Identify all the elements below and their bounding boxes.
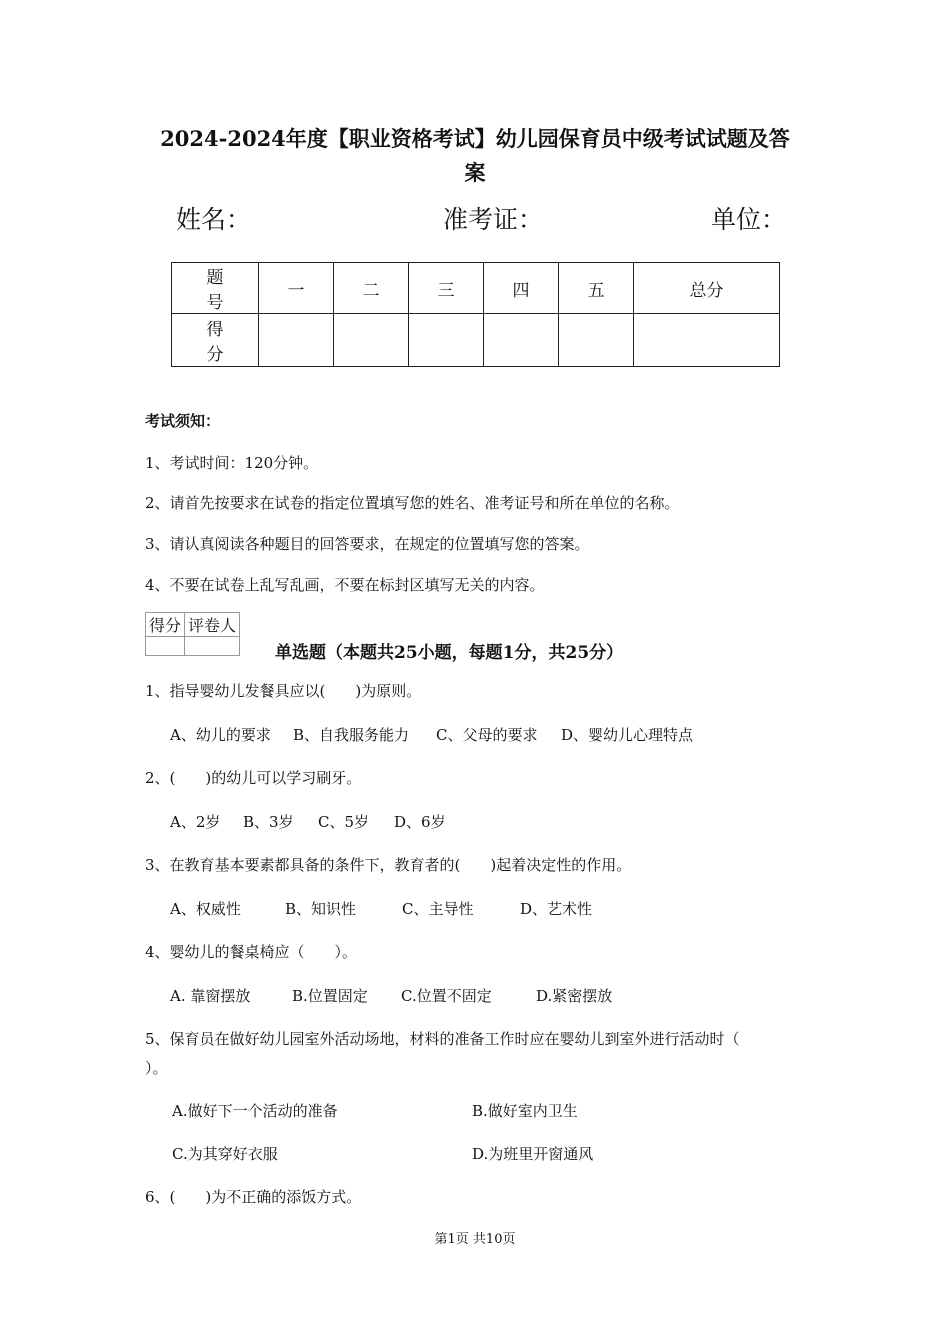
name-field-label: 姓名： xyxy=(176,205,252,234)
q5-option-c: C.为其穿好衣服 xyxy=(172,1145,278,1163)
q1-option-c: C、父母的要求 xyxy=(436,726,538,744)
section-5-header: 五 xyxy=(559,263,634,314)
section-1-score-cell xyxy=(259,314,334,367)
section-title: 单选题（本题共25小题，每题1分，共25分） xyxy=(275,643,624,663)
section-3-header: 三 xyxy=(409,263,484,314)
score-label: 得分 xyxy=(172,314,259,367)
notice-heading: 考试须知： xyxy=(145,412,221,430)
grader-score-label: 得分 xyxy=(146,613,185,637)
title-line-2: 案 xyxy=(464,160,486,185)
total-score-cell xyxy=(634,314,780,367)
question-number-label: 题号 xyxy=(172,263,259,314)
q5-option-a: A.做好下一个活动的准备 xyxy=(172,1102,338,1120)
q3-option-a: A、权威性 xyxy=(170,900,241,918)
page-title xyxy=(130,122,820,190)
q2-option-a: A、2岁 xyxy=(170,813,221,831)
q2-option-c: C、5岁 xyxy=(318,813,370,831)
q2-option-d: D、6岁 xyxy=(394,813,446,831)
page-footer: 第1页 共10页 xyxy=(434,1232,516,1247)
section-1-header: 一 xyxy=(259,263,334,314)
total-header: 总分 xyxy=(634,263,780,314)
exam-number-field-label: 准考证： xyxy=(443,205,544,234)
section-4-score-cell xyxy=(484,314,559,367)
q5-option-b: B.做好室内卫生 xyxy=(472,1102,578,1120)
title-line-1: 2024-2024年度【职业资格考试】幼儿园保育员中级考试试题及答 xyxy=(160,126,790,151)
score-table-header-row xyxy=(172,263,780,314)
notice-item: 3、请认真阅读各种题目的回答要求，在规定的位置填写您的答案。 xyxy=(145,535,590,553)
q4-option-c: C.位置不固定 xyxy=(401,987,492,1005)
grader-reviewer-cell xyxy=(185,637,240,656)
question-1: 1、指导婴幼儿发餐具应以( )为原则。 xyxy=(145,682,422,700)
notice-item: 1、考试时间：120分钟。 xyxy=(145,454,319,472)
q5-option-d: D.为班里开窗通风 xyxy=(472,1145,594,1163)
question-6: 6、( )为不正确的添饭方式。 xyxy=(145,1188,362,1206)
q2-option-b: B、3岁 xyxy=(243,813,294,831)
notice-item: 4、不要在试卷上乱写乱画，不要在标封区填写无关的内容。 xyxy=(145,576,545,594)
question-5-line-2: ）。 xyxy=(145,1059,168,1077)
q3-option-d: D、艺术性 xyxy=(520,900,593,918)
unit-field-label: 单位： xyxy=(711,205,787,234)
grader-box xyxy=(145,612,240,656)
notice-item: 2、请首先按要求在试卷的指定位置填写您的姓名、准考证号和所在单位的名称。 xyxy=(145,494,680,512)
section-2-header: 二 xyxy=(334,263,409,314)
q4-option-d: D.紧密摆放 xyxy=(536,987,613,1005)
section-4-header: 四 xyxy=(484,263,559,314)
q3-option-b: B、知识性 xyxy=(285,900,357,918)
q1-option-a: A、幼儿的要求 xyxy=(170,726,271,744)
grader-reviewer-label: 评卷人 xyxy=(185,613,240,637)
section-5-score-cell xyxy=(559,314,634,367)
q1-option-d: D、婴幼儿心理特点 xyxy=(561,726,694,744)
section-3-score-cell xyxy=(409,314,484,367)
question-2: 2、( )的幼儿可以学习刷牙。 xyxy=(145,769,362,787)
question-4: 4、婴幼儿的餐桌椅应（ ）。 xyxy=(145,943,358,961)
score-table xyxy=(171,262,780,367)
q1-option-b: B、自我服务能力 xyxy=(293,726,410,744)
score-table-score-row xyxy=(172,314,780,367)
q4-option-b: B.位置固定 xyxy=(292,987,368,1005)
q4-option-a: A. 靠窗摆放 xyxy=(170,987,251,1005)
q3-option-c: C、主导性 xyxy=(402,900,474,918)
question-5-line-1: 5、保育员在做好幼儿园室外活动场地，材料的准备工作时应在婴幼儿到室外进行活动时（ xyxy=(145,1030,740,1048)
section-2-score-cell xyxy=(334,314,409,367)
grader-score-cell xyxy=(146,637,185,656)
question-3: 3、在教育基本要素都具备的条件下，教育者的( )起着决定性的作用。 xyxy=(145,856,632,874)
